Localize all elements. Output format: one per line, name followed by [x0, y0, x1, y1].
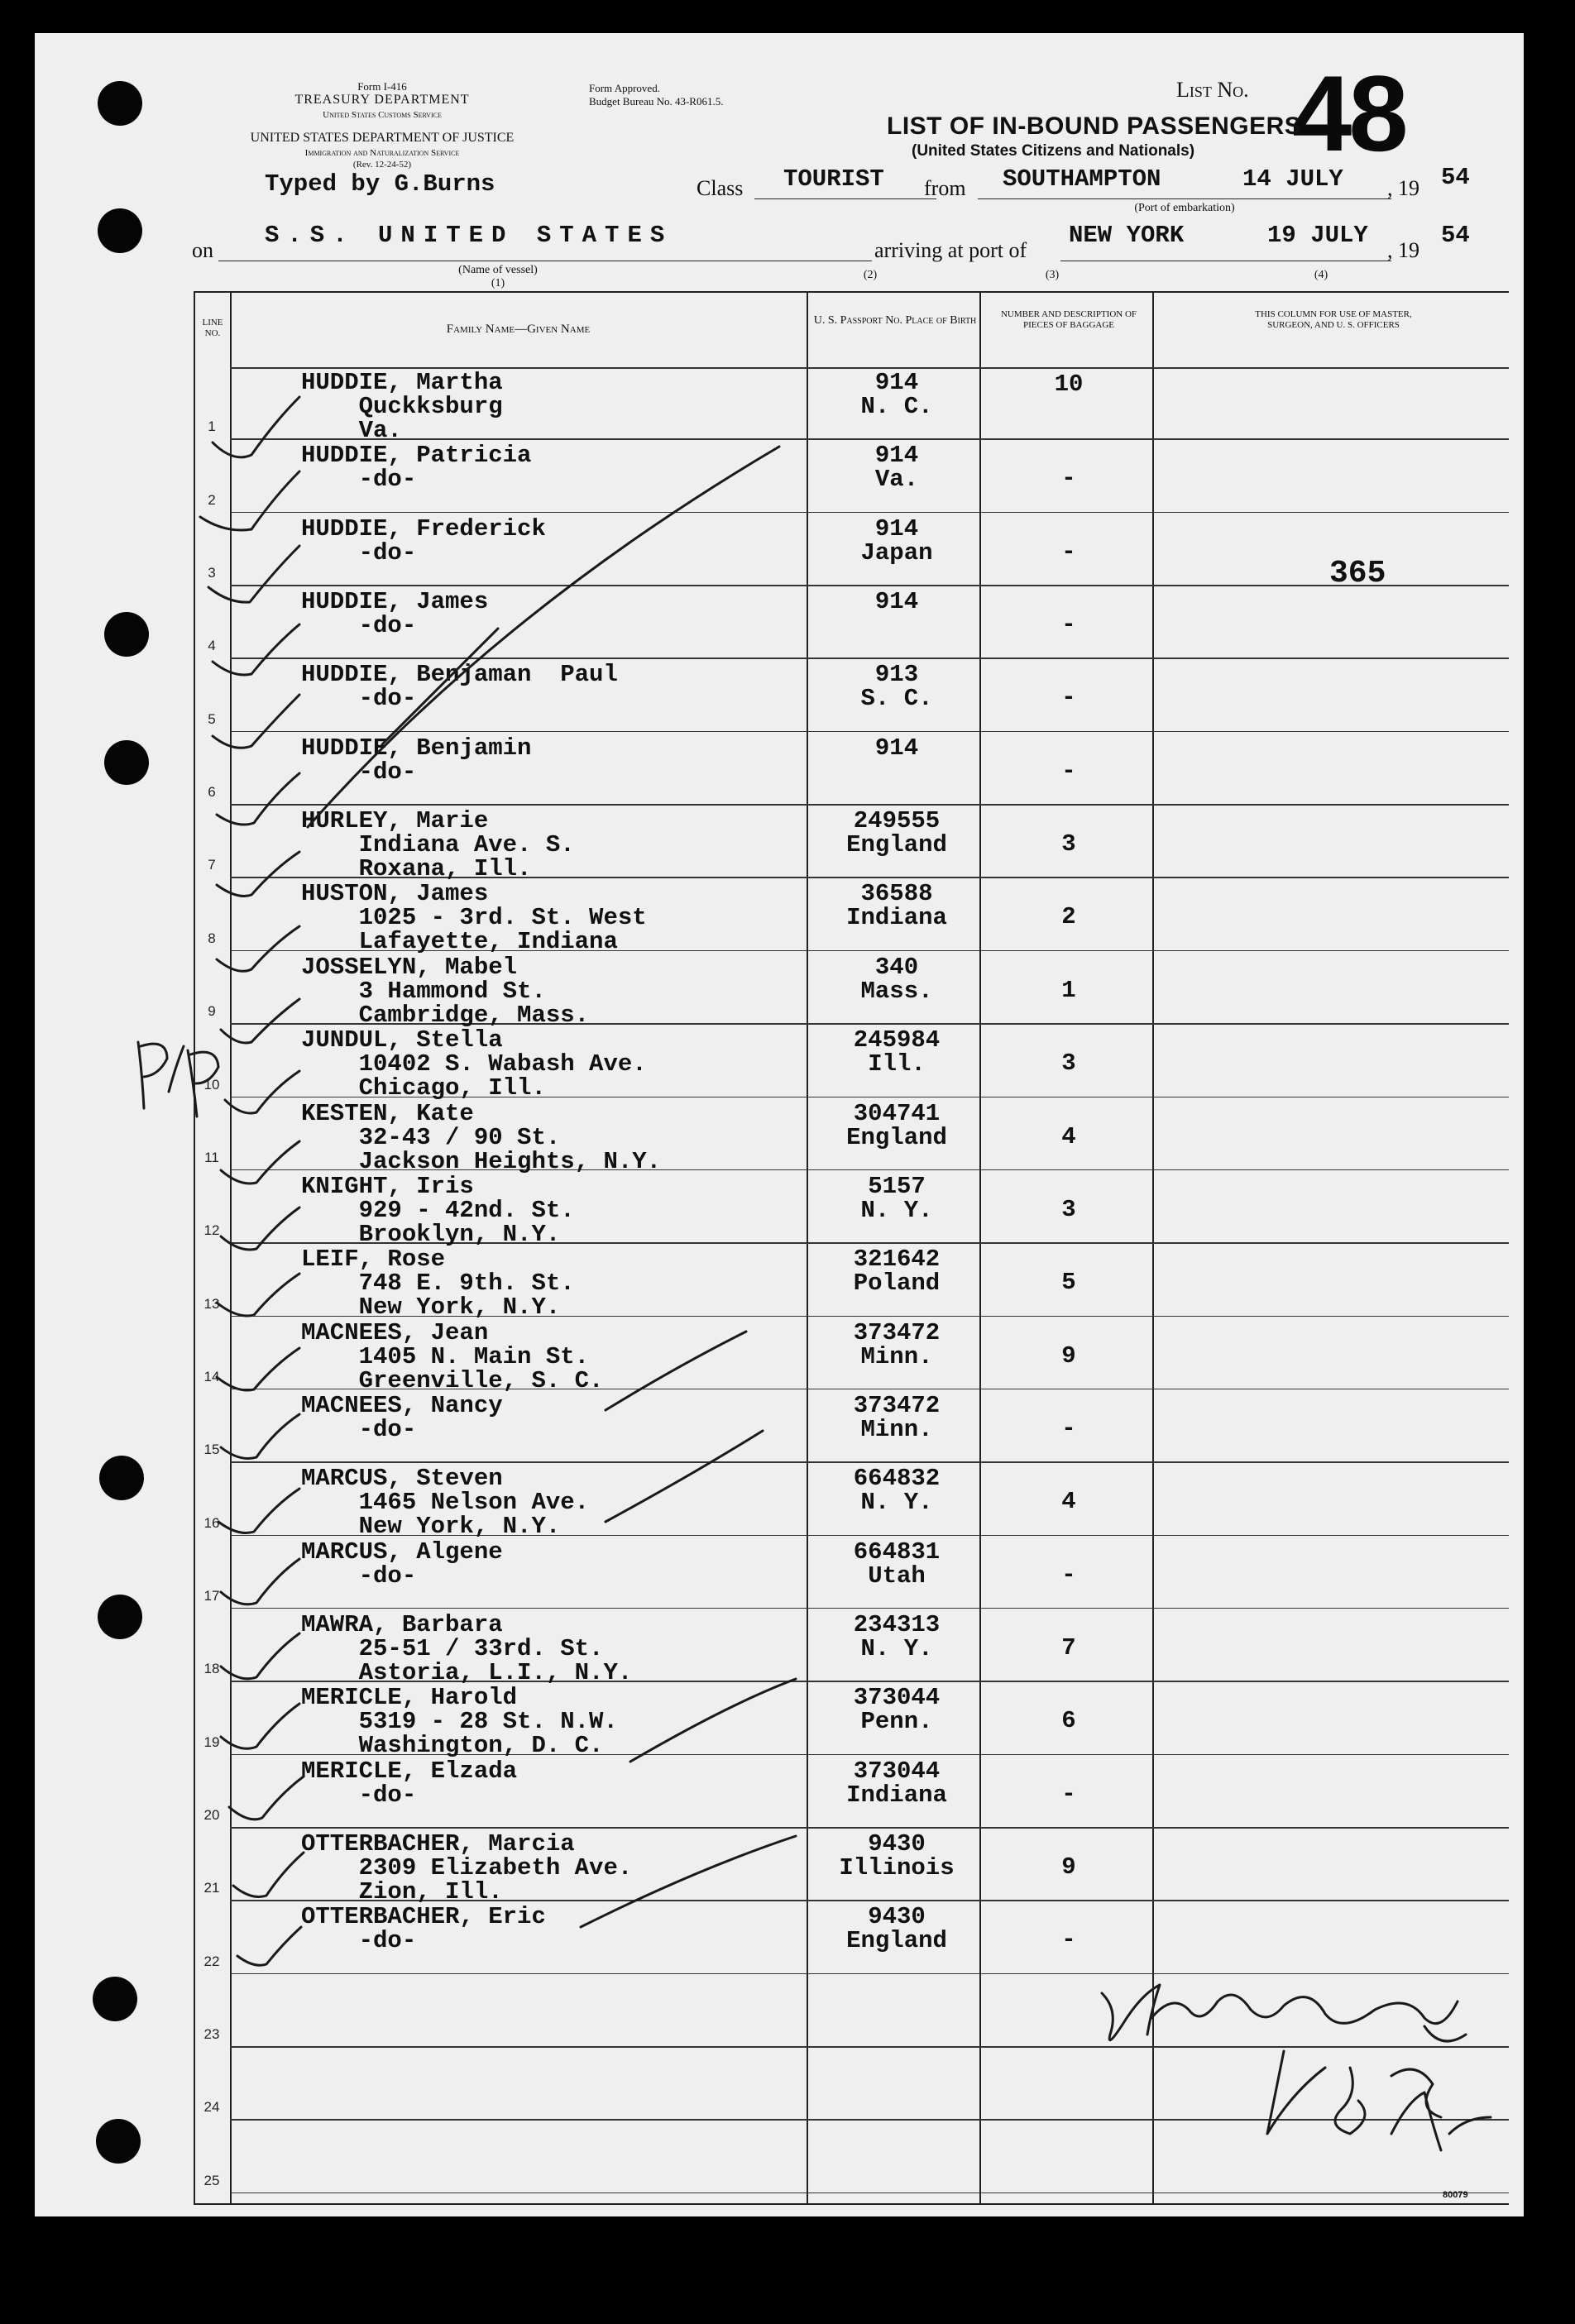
dept-treasury-sub: United States Customs Service [323, 110, 442, 120]
line-number: 17 [203, 1587, 220, 1604]
passport-number: 304741 [853, 1099, 941, 1127]
passenger-name: MACNEES, Jean [301, 1318, 489, 1346]
check-mark [221, 1141, 299, 1184]
passenger-address-line: 32-43 / 90 St. [301, 1123, 561, 1151]
inspector-signature [1102, 1985, 1466, 2041]
passenger-name: HURLEY, Marie [301, 807, 489, 835]
page-subtitle: (United States Citizens and Nationals) [912, 142, 1195, 160]
check-mark [218, 1489, 299, 1533]
line-number: 5 [208, 710, 216, 727]
col-header-baggage: NUMBER AND DESCRIPTION OF PIECES OF BAGGAGE [1000, 309, 1137, 330]
passenger-name: KNIGHT, Iris [301, 1172, 474, 1200]
passenger-address-line: 1025 - 3rd. St. West [301, 904, 647, 932]
place-of-birth: Indiana [846, 1781, 947, 1809]
dept-treasury: TREASURY DEPARTMENT [294, 93, 470, 107]
check-mark [221, 999, 299, 1043]
form-approved: Form Approved. [589, 82, 660, 94]
col-header-officers: THIS COLUMN FOR USE OF MASTER, SURGEON, AND U. S. OFFICERS [1255, 309, 1412, 330]
passenger-address-line: Quckksburg [301, 393, 503, 420]
place-of-birth: N. Y. [860, 1196, 933, 1224]
line-number: 3 [208, 565, 216, 581]
passenger-name: HUDDIE, James [301, 588, 489, 616]
check-mark [213, 695, 299, 748]
passenger-name: KESTEN, Kate [301, 1099, 474, 1127]
passenger-address-line: New York, N.Y. [301, 1513, 561, 1541]
form-revision: (Rev. 12-24-52) [352, 160, 412, 170]
passport-number: 914 [874, 369, 919, 396]
passenger-name: MAWRA, Barbara [301, 1610, 503, 1638]
family-bracket [382, 629, 498, 744]
arriving-label: arriving at port of [874, 238, 1027, 262]
arrival-port: NEW YORK [1069, 222, 1185, 249]
passport-number: 373472 [853, 1318, 941, 1346]
col3-number: (3) [1045, 269, 1060, 281]
check-mark [208, 546, 299, 602]
baggage-count: - [1061, 538, 1076, 566]
baggage-count: 6 [1061, 1707, 1076, 1735]
baggage-count: 5 [1061, 1269, 1076, 1297]
passenger-address-line: Indiana Ave. S. [301, 831, 575, 859]
passport-number: 36588 [860, 880, 933, 908]
line-number: 8 [208, 930, 216, 946]
official-number: 365 [1329, 556, 1386, 591]
passport-number: 5157 [868, 1172, 926, 1200]
passenger-name: HUDDIE, Frederick [301, 514, 546, 543]
place-of-birth: Utah [868, 1561, 926, 1590]
passenger-name: MACNEES, Nancy [301, 1391, 503, 1419]
passenger-name: HUDDIE, Benjamin [301, 734, 532, 762]
place-of-birth: Minn. [860, 1415, 933, 1443]
place-of-birth: Indiana [846, 904, 947, 932]
passenger-address-line: New York, N.Y. [301, 1294, 561, 1322]
place-of-birth: Penn. [860, 1708, 933, 1736]
passenger-address-line: Chicago, Ill. [301, 1074, 546, 1102]
place-of-birth: Ill. [868, 1050, 926, 1078]
vessel-caption: (Name of vessel) [458, 264, 538, 276]
check-mark [221, 1414, 299, 1459]
passenger-address-line: -do- [301, 685, 417, 713]
baggage-count: 9 [1061, 1341, 1076, 1370]
place-of-birth: N. C. [860, 393, 933, 420]
baggage-count: - [1061, 1414, 1076, 1442]
passenger-address-line: 2309 Elizabeth Ave. [301, 1854, 633, 1882]
passenger-name: OTTERBACHER, Eric [301, 1903, 546, 1931]
class-value: TOURIST [783, 165, 884, 193]
line-number: 24 [203, 2099, 220, 2116]
check-mark [225, 1071, 299, 1113]
place-of-birth: Poland [853, 1270, 941, 1298]
baggage-count: 3 [1061, 1050, 1076, 1078]
line-number: 2 [208, 491, 216, 508]
passenger-name: JOSSELYN, Mabel [301, 953, 518, 981]
check-mark [221, 1704, 299, 1748]
place-of-birth: England [846, 831, 947, 859]
passenger-name: HUSTON, James [301, 880, 489, 908]
dept-justice-sub: Immigration and Naturalization Service [304, 148, 460, 158]
passenger-address-line: Cambridge, Mass. [301, 1001, 590, 1029]
passport-number: 664832 [853, 1465, 941, 1493]
departure-date: 14 JULY [1242, 165, 1343, 193]
passenger-address-line: 10402 S. Wabash Ave. [301, 1050, 647, 1078]
line-number: 23 [203, 2026, 220, 2043]
on-label: on [192, 238, 213, 262]
line-number: 13 [203, 1295, 220, 1312]
baggage-count: 1 [1061, 976, 1076, 1004]
check-mark [221, 1207, 299, 1250]
line-number: 22 [203, 1953, 220, 1969]
check-mark [213, 624, 299, 675]
place-of-birth: Illinois [839, 1854, 955, 1882]
passenger-address-line: Astoria, L.I., N.Y. [301, 1658, 633, 1686]
check-mark [237, 1927, 301, 1965]
place-of-birth: S. C. [860, 685, 933, 713]
passenger-address-line: Va. [301, 417, 402, 444]
port-caption: (Port of embarkation) [1134, 202, 1235, 214]
col-header-name: Family Name—Given Name [446, 323, 591, 336]
departure-year: 54 [1441, 164, 1470, 191]
baggage-count: 4 [1061, 1488, 1076, 1516]
passport-number: 249555 [853, 807, 941, 835]
family-bracket [581, 1836, 796, 1927]
place-of-birth: Japan [860, 538, 933, 567]
line-number: 12 [203, 1222, 220, 1239]
passport-number: 373044 [853, 1757, 941, 1785]
passport-number: 321642 [853, 1246, 941, 1274]
passenger-address-line: -do- [301, 1927, 417, 1955]
passenger-address-line: -do- [301, 612, 417, 640]
class-label: Class [697, 176, 744, 200]
line-number: 21 [203, 1880, 220, 1896]
line-number: 1 [208, 418, 216, 435]
passenger-name: HUDDIE, Benjaman Paul [301, 661, 618, 689]
baggage-count: - [1061, 1780, 1076, 1808]
check-mark [221, 1633, 299, 1679]
col-header-line-no: LINE NO. [202, 318, 223, 338]
check-mark [217, 852, 299, 897]
line-number: 14 [203, 1368, 220, 1384]
baggage-count: 7 [1061, 1633, 1076, 1662]
passenger-address-line: 3 Hammond St. [301, 977, 546, 1005]
place-of-birth: Mass. [860, 977, 933, 1005]
check-mark [217, 1348, 299, 1390]
passenger-address-line: -do- [301, 466, 417, 494]
passenger-address-line: -do- [301, 538, 417, 567]
passenger-name: MARCUS, Algene [301, 1537, 503, 1566]
line-number: 10 [203, 1076, 220, 1093]
passport-number: 245984 [853, 1026, 941, 1054]
baggage-count: - [1061, 611, 1076, 639]
line-number: 11 [204, 1149, 219, 1165]
passenger-name: OTTERBACHER, Marcia [301, 1830, 575, 1858]
passport-number: 373044 [853, 1684, 941, 1712]
passport-number: 9430 [868, 1903, 926, 1931]
passenger-name: LEIF, Rose [301, 1246, 446, 1274]
place-of-birth: Va. [874, 466, 919, 494]
family-bracket [630, 1679, 796, 1762]
line-number: 18 [203, 1661, 220, 1677]
line-number: 20 [203, 1807, 220, 1823]
arrival-year: 54 [1441, 222, 1470, 249]
col-header-passport: U. S. Passport No. Place of Birth [813, 314, 977, 327]
footer-code: 80079 [1443, 2190, 1468, 2200]
form-number: Form I-416 [357, 80, 407, 93]
check-mark [229, 1776, 304, 1820]
manifest-page [35, 33, 1524, 2216]
check-mark [217, 773, 299, 825]
budget-bureau: Budget Bureau No. 43-R061.5. [589, 95, 724, 108]
typed-by: Typed by G.Burns [265, 170, 495, 198]
baggage-count: - [1061, 684, 1076, 712]
baggage-count: 3 [1061, 1195, 1076, 1223]
col4-number: (4) [1314, 269, 1328, 281]
passport-number: 664831 [853, 1537, 941, 1566]
passport-number: 9430 [868, 1830, 926, 1858]
passenger-address-line: Roxana, Ill. [301, 855, 532, 883]
passport-number: 234313 [853, 1610, 941, 1638]
from-label: from [924, 176, 966, 200]
passenger-address-line: Lafayette, Indiana [301, 928, 618, 956]
line-number: 19 [203, 1733, 220, 1750]
place-of-birth: England [846, 1927, 947, 1955]
baggage-count: 3 [1061, 830, 1076, 858]
passenger-address-line: 929 - 42nd. St. [301, 1196, 575, 1224]
line-number: 15 [203, 1442, 220, 1458]
passenger-address-line: -do- [301, 1561, 417, 1590]
passenger-name: MERICLE, Harold [301, 1684, 518, 1712]
line-number: 4 [208, 638, 216, 654]
inspector-mark [1267, 2051, 1491, 2150]
passenger-address-line: -do- [301, 758, 417, 786]
passenger-address-line: 748 E. 9th. St. [301, 1270, 575, 1298]
year-prefix-2: , 19 [1387, 238, 1419, 262]
baggage-count: - [1061, 1561, 1076, 1589]
passenger-name: HUDDIE, Martha [301, 369, 503, 396]
baggage-count: - [1061, 1926, 1076, 1954]
list-no-label: List No. [1176, 78, 1249, 102]
handwritten-marks [35, 33, 1524, 2216]
check-mark [233, 1853, 304, 1897]
line-number: 7 [208, 857, 216, 873]
year-prefix-1: , 19 [1387, 176, 1419, 200]
passenger-address-line: Brooklyn, N.Y. [301, 1220, 561, 1248]
passenger-address-line: Washington, D. C. [301, 1732, 604, 1760]
check-mark [213, 397, 299, 457]
passport-number: 340 [874, 953, 919, 981]
dept-justice: UNITED STATES DEPARTMENT OF JUSTICE [250, 131, 515, 145]
col2-number: (2) [863, 269, 878, 281]
line-number: 25 [203, 2172, 220, 2188]
passenger-address-line: 25-51 / 33rd. St. [301, 1634, 604, 1662]
family-bracket [308, 447, 779, 827]
passenger-address-line: -do- [301, 1781, 417, 1809]
family-bracket [606, 1332, 746, 1410]
vessel-name: S.S. UNITED STATES [265, 222, 673, 249]
passport-number: 914 [874, 734, 919, 762]
list-number: 48 [1292, 53, 1405, 174]
place-of-birth: N. Y. [860, 1634, 933, 1662]
line-number: 9 [208, 1003, 216, 1020]
passenger-address-line: -do- [301, 1415, 417, 1443]
col1-number: (1) [491, 277, 505, 289]
baggage-count: - [1061, 757, 1076, 785]
check-mark [217, 926, 299, 971]
baggage-count: 10 [1054, 371, 1084, 398]
passport-number: 913 [874, 661, 919, 689]
place-of-birth: N. Y. [860, 1489, 933, 1517]
passenger-address-line: Jackson Heights, N.Y. [301, 1147, 662, 1175]
passenger-address-line: 5319 - 28 St. N.W. [301, 1708, 618, 1736]
embarkation-port: SOUTHAMPTON [1003, 165, 1161, 193]
baggage-count: 2 [1061, 903, 1076, 931]
passenger-address-line: 1465 Nelson Ave. [301, 1489, 590, 1517]
passenger-address-line: Greenville, S. C. [301, 1366, 604, 1394]
place-of-birth: Minn. [860, 1342, 933, 1370]
arrival-date: 19 JULY [1267, 222, 1368, 249]
check-mark [217, 1274, 299, 1316]
passport-number: 914 [874, 514, 919, 543]
place-of-birth: England [846, 1123, 947, 1151]
passenger-name: MERICLE, Elzada [301, 1757, 518, 1785]
check-mark [200, 471, 299, 530]
passenger-name: MARCUS, Steven [301, 1465, 503, 1493]
passenger-address-line: 1405 N. Main St. [301, 1342, 590, 1370]
passport-number: 373472 [853, 1391, 941, 1419]
page-title: LIST OF IN-BOUND PASSENGERS [887, 112, 1302, 140]
check-mark [221, 1559, 299, 1604]
passenger-address-line: Zion, Ill. [301, 1878, 503, 1906]
passport-number: 914 [874, 442, 919, 470]
family-bracket [606, 1431, 763, 1522]
baggage-count: - [1061, 465, 1076, 493]
passenger-name: JUNDUL, Stella [301, 1026, 503, 1054]
margin-note-pp [138, 1042, 218, 1117]
baggage-count: 4 [1061, 1122, 1076, 1150]
line-number: 6 [208, 784, 216, 801]
baggage-count: 9 [1061, 1853, 1076, 1881]
passenger-name: HUDDIE, Patricia [301, 442, 532, 470]
line-number: 16 [203, 1514, 220, 1531]
passport-number: 914 [874, 588, 919, 616]
